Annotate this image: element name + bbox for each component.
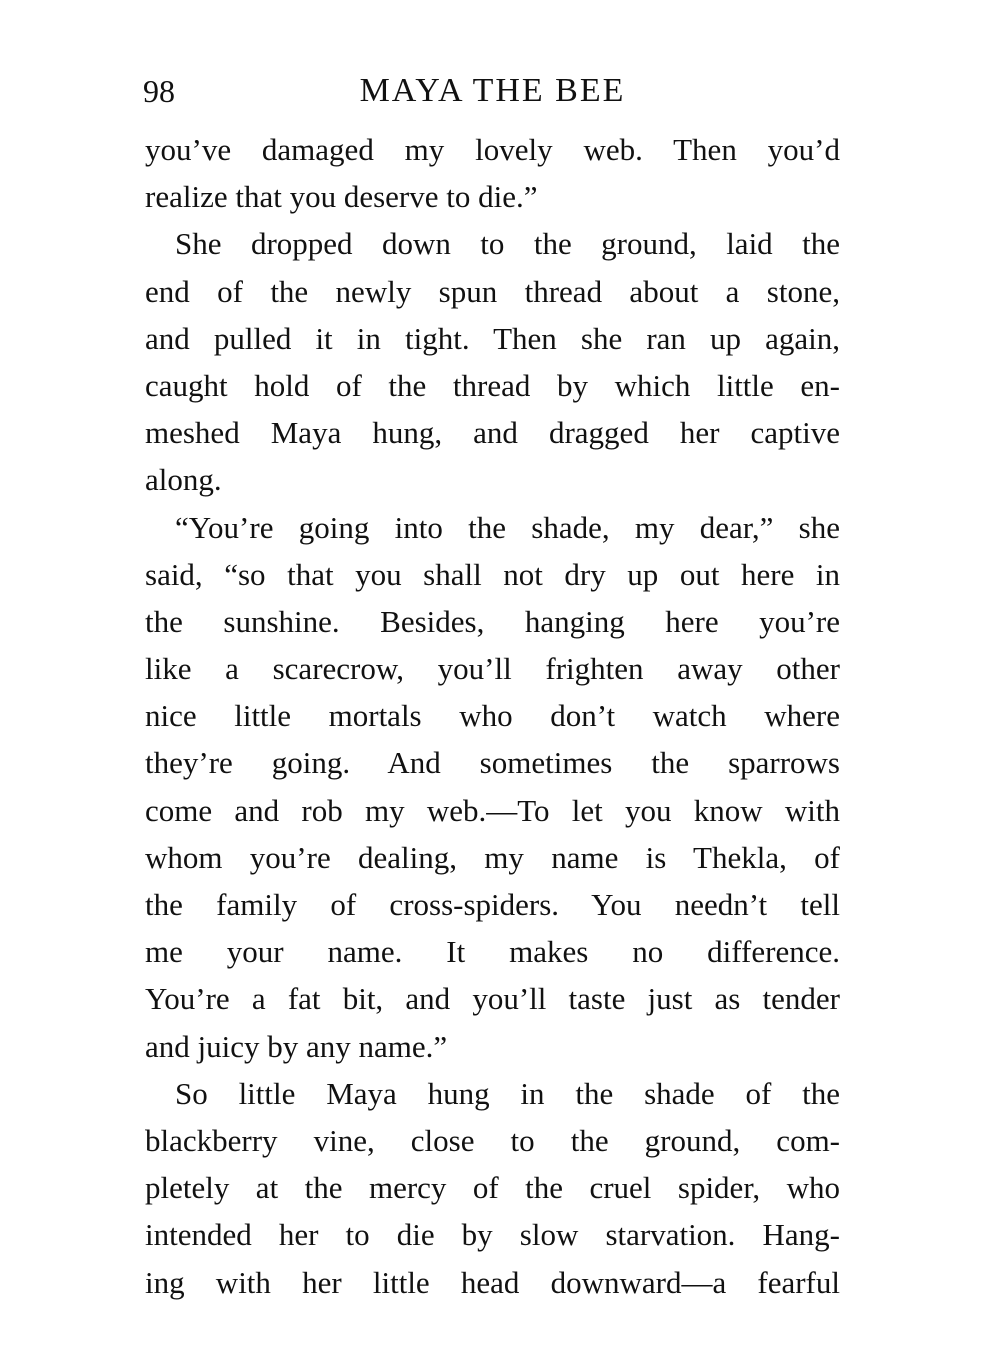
text-line: whom you’re dealing, my name is Thekla, of <box>145 839 840 875</box>
text-line: blackberry vine, close to the ground, com- <box>145 1122 840 1158</box>
text-line: You’re a fat bit, and you’ll taste just as tender <box>145 981 840 1017</box>
text-line: nice little mortals who don’t watch where <box>145 698 840 734</box>
text-line: end of the newly spun thread about a stone, <box>145 273 840 309</box>
running-head <box>145 66 840 116</box>
text-line: me your name. It makes no difference. <box>145 934 840 970</box>
text-line: pletely at the mercy of the cruel spider, who <box>145 1170 840 1206</box>
text-line: the family of cross-spiders. You needn’t tell <box>145 887 840 922</box>
text-line: So little Maya hung in the shade of the <box>175 1075 840 1111</box>
text-line: and pulled it in tight. Then she ran up again, <box>145 320 840 356</box>
text-line: “You’re going into the shade, my dear,” she <box>175 509 840 545</box>
text-line: realize that you deserve to die.” <box>145 179 538 215</box>
text-line: like a scarecrow, you’ll frighten away other <box>145 651 840 687</box>
text-line: the sunshine. Besides, hanging here you’re <box>145 603 840 639</box>
book-title: MAYA THE BEE <box>359 72 626 109</box>
text-line: you’ve damaged my lovely web. Then you’d <box>145 132 840 167</box>
text-line: along. <box>145 462 222 498</box>
text-line: meshed Maya hung, and dragged her captive <box>145 415 840 451</box>
body-text <box>145 126 840 1306</box>
text-line: come and rob my web.—To let you know with <box>145 792 840 828</box>
text-line: intended her to die by slow starvation. Hang- <box>145 1217 840 1253</box>
text-line: She dropped down to the ground, laid the <box>175 226 840 262</box>
book-page <box>145 66 840 1306</box>
text-line: they’re going. And sometimes the sparrows <box>145 745 840 781</box>
text-line: said, “so that you shall not dry up out here in <box>145 556 840 592</box>
page-number: 98 <box>143 73 175 109</box>
text-line: and juicy by any name.” <box>145 1028 448 1064</box>
text-line: ing with her little head downward—a fearful <box>145 1264 840 1300</box>
text-line: caught hold of the thread by which little en- <box>145 367 840 403</box>
